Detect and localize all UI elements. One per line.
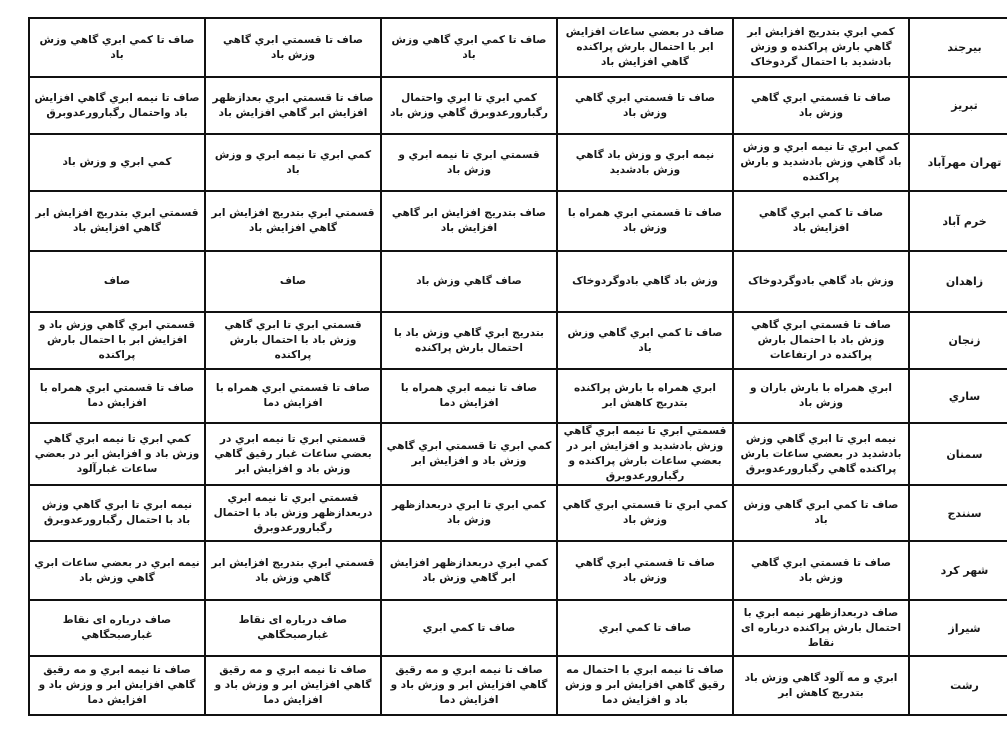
forecast-cell: صاف تا نيمه ابري همراه با افزايش دما (381, 369, 557, 423)
forecast-cell: صاف تا نيمه ابري گاهي افزايش باد واحتمال رگبارورعدوبرق (29, 77, 205, 134)
forecast-cell: قسمتي ابري تا نيمه ابري و وزش باد (381, 134, 557, 191)
forecast-cell: ابري همراه با بارش پراكنده بتدريج كاهش ابر (557, 369, 733, 423)
city-cell: سمنان (909, 423, 1007, 485)
forecast-cell: بتدريج ابري گاهي وزش باد با احتمال بارش پراكنده (381, 312, 557, 369)
forecast-cell: كمي ابري دربعدازظهر افزايش ابر گاهي وزش باد (381, 541, 557, 600)
forecast-cell: صاف تا نيمه ابري و مه رقيق گاهي افزايش ابر و وزش باد و افزايش دما (29, 656, 205, 715)
forecast-cell: صاف تا قسمتي ابري گاهي وزش باد (557, 541, 733, 600)
forecast-cell: صاف تا قسمتي ابري گاهي وزش باد (733, 541, 909, 600)
forecast-cell: صاف تا قسمتي ابري همراه با افزايش دما (29, 369, 205, 423)
forecast-cell: قسمتي ابري تا نيمه ابري گاهي وزش بادشديد و افزايش ابر در بعضي ساعات بارش پراكنده و رگبارورعدوبرق (557, 423, 733, 485)
forecast-cell: صاف تا كمي ابري گاهي وزش باد (557, 312, 733, 369)
forecast-cell: صاف درباره اى نقاط غبارصبحگاهي (29, 600, 205, 656)
table-row (29, 18, 1007, 77)
forecast-cell: كمي ابري تا نيمه ابري و وزش باد گاهي وزش بادشديد و بارش پراكنده (733, 134, 909, 191)
forecast-cell: صاف تا كمي ابري گاهي وزش باد (733, 485, 909, 541)
forecast-cell: صاف تا قسمتي ابري گاهي وزش باد (557, 77, 733, 134)
forecast-cell: صاف تا كمي ابري گاهي افزايش باد (733, 191, 909, 251)
forecast-cell: صاف تا كمي ابري گاهي وزش باد (381, 18, 557, 77)
forecast-cell: قسمتي ابري تا ابري گاهي وزش باد با احتمال بارش پراكنده (205, 312, 381, 369)
forecast-cell: صاف تا كمي ابري (557, 600, 733, 656)
city-cell: شهر كرد (909, 541, 1007, 600)
city-cell: زاهدان (909, 251, 1007, 312)
city-cell: رشت (909, 656, 1007, 715)
city-cell: خرم آباد (909, 191, 1007, 251)
forecast-cell: ابري و مه آلود گاهي وزش باد بتدريج كاهش ابر (733, 656, 909, 715)
forecast-cell: كمي ابري تا ابري واحتمال رگبارورعدوبرق گاهي وزش باد (381, 77, 557, 134)
forecast-cell: ابري همراه با بارش باران و وزش باد (733, 369, 909, 423)
table-row (29, 485, 1007, 541)
forecast-cell: صاف بتدريج افزايش ابر گاهي افزايش باد (381, 191, 557, 251)
forecast-cell: كمي ابري تا قسمتي ابري گاهي وزش باد و افزايش ابر (381, 423, 557, 485)
forecast-cell: صاف تا نيمه ابري و مه رقيق گاهي افزايش ابر و وزش باد و افزايش دما (205, 656, 381, 715)
forecast-cell: صاف تا نيمه ابري با احتمال مه رقيق گاهي افزايش ابر و وزش باد و افزايش دما (557, 656, 733, 715)
forecast-cell: صاف تا قسمتي ابري گاهي وزش باد (205, 18, 381, 77)
forecast-cell: صاف (205, 251, 381, 312)
city-cell: سنندج (909, 485, 1007, 541)
forecast-cell: صاف تا قسمتي ابري همراه با وزش باد (557, 191, 733, 251)
forecast-cell: صاف تا قسمتي ابري همراه با افزايش دما (205, 369, 381, 423)
table-row (29, 369, 1007, 423)
forecast-cell: صاف تا قسمتي ابري گاهي وزش باد (733, 77, 909, 134)
forecast-cell: صاف دربعدازظهر نيمه ابري با احتمال بارش پراكنده درباره اى نقاط (733, 600, 909, 656)
forecast-cell: كمي ابري و وزش باد (29, 134, 205, 191)
city-cell: ساري (909, 369, 1007, 423)
table-row (29, 77, 1007, 134)
city-cell: تبريز (909, 77, 1007, 134)
forecast-cell: كمي ابري تا قسمتي ابري گاهي وزش باد (557, 485, 733, 541)
table-row (29, 251, 1007, 312)
forecast-cell: صاف تا كمي ابري (381, 600, 557, 656)
forecast-cell: صاف در بعضي ساعات افزايش ابر با احتمال بارش پراكنده گاهي افزايش باد (557, 18, 733, 77)
table-row (29, 191, 1007, 251)
forecast-cell: وزش باد گاهي بادوگردوخاک (733, 251, 909, 312)
table-row (29, 423, 1007, 485)
forecast-cell: نيمه ابري تا ابري گاهي وزش بادشديد در بعضي ساعات بارش پراكنده گاهي رگبارورعدوبرق (733, 423, 909, 485)
table-row (29, 656, 1007, 715)
forecast-cell: صاف تا نيمه ابري و مه رقيق گاهي افزايش ابر و وزش باد و افزايش دما (381, 656, 557, 715)
forecast-cell: كمي ابري بتدريج افزايش ابر گاهي بارش پراكنده و وزش بادشديد با احتمال گردوخاک (733, 18, 909, 77)
table-row (29, 541, 1007, 600)
forecast-table-body (29, 18, 1007, 715)
forecast-cell: صاف گاهي وزش باد (381, 251, 557, 312)
weather-forecast-table (28, 17, 1007, 716)
forecast-cell: صاف تا قسمتي ابري گاهي وزش باد با احتمال بارش پراكنده در ارتفاعات (733, 312, 909, 369)
forecast-cell: صاف تا كمي ابري گاهي وزش باد (29, 18, 205, 77)
forecast-cell: قسمتي ابري بتدريج افزايش ابر گاهي وزش باد (205, 541, 381, 600)
forecast-cell: قسمتي ابري گاهي وزش باد و افزايش ابر با احتمال بارش پراكنده (29, 312, 205, 369)
table-row (29, 134, 1007, 191)
forecast-cell: قسمتي ابري بتدريج افزايش ابر گاهي افزايش باد (205, 191, 381, 251)
forecast-cell: وزش باد گاهي بادوگردوخاک (557, 251, 733, 312)
city-cell: تهران مهرآباد (909, 134, 1007, 191)
forecast-cell: كمي ابري تا نيمه ابري گاهي وزش باد و افزايش ابر در بعضي ساعات غبارآلود (29, 423, 205, 485)
city-cell: زنجان (909, 312, 1007, 369)
forecast-cell: صاف (29, 251, 205, 312)
table-row (29, 600, 1007, 656)
forecast-cell: نيمه ابري تا ابري گاهي وزش باد با احتمال رگبارورعدوبرق (29, 485, 205, 541)
forecast-cell: نيمه ابري و وزش باد گاهي وزش بادشديد (557, 134, 733, 191)
forecast-cell: قسمتي ابري بتدريج افزايش ابر گاهي افزايش باد (29, 191, 205, 251)
forecast-cell: نيمه ابري در بعضي ساعات ابري گاهي وزش باد (29, 541, 205, 600)
forecast-cell: قسمتي ابري تا نيمه ابري دربعدازظهر وزش باد با احتمال رگبارورعدوبرق (205, 485, 381, 541)
table-row (29, 312, 1007, 369)
forecast-cell: صاف درباره اى نقاط غبارصبحگاهي (205, 600, 381, 656)
forecast-cell: قسمتي ابري تا نيمه ابري در بعضي ساعات غبار رقيق گاهي وزش باد و افزايش ابر (205, 423, 381, 485)
city-cell: شيراز (909, 600, 1007, 656)
forecast-cell: كمي ابري تا ابري دربعدازظهر وزش باد (381, 485, 557, 541)
city-cell: بیرجند (909, 18, 1007, 77)
forecast-cell: كمي ابري تا نيمه ابري و وزش باد (205, 134, 381, 191)
forecast-cell: صاف تا قسمتي ابري بعدازظهر افزايش ابر گاهي افزايش باد (205, 77, 381, 134)
